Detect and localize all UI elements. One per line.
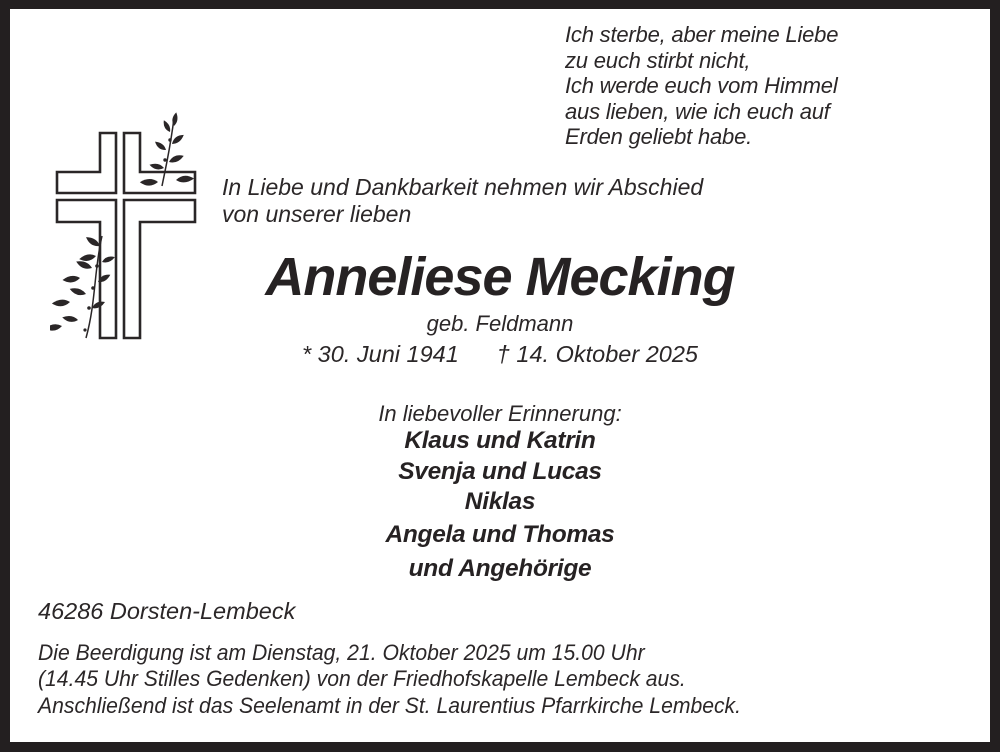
intro-line: In Liebe und Dankbarkeit nehmen wir Abschied [222, 174, 704, 200]
remembrance-heading: In liebevoller Erinnerung: [378, 401, 622, 426]
funeral-line: Die Beerdigung ist am Dienstag, 21. Oktober 2025 um 15.00 Uhr [38, 640, 645, 665]
maiden-name: geb. Feldmann [426, 311, 574, 336]
epigraph-line: zu euch stirbt nicht, [565, 47, 751, 73]
epigraph-line: Erden geliebt habe. [565, 124, 753, 150]
funeral-details [38, 640, 741, 719]
birth-date: * 30. Juni 1941 [302, 341, 459, 367]
epigraph-line: aus lieben, wie ich euch auf [565, 98, 830, 124]
death-date: † 14. Oktober 2025 [496, 341, 698, 367]
deceased-name: Anneliese Mecking [265, 247, 735, 307]
intro-text [222, 174, 703, 227]
life-dates [0, 341, 1000, 368]
epigraph-line: Ich sterbe, aber meine Liebe [565, 22, 839, 47]
mourner-line: und Angehörige [408, 555, 592, 582]
mourner-line: Angela und Thomas [385, 521, 615, 548]
epigraph-line: Ich werde euch vom Himmel [565, 73, 838, 99]
epigraph-verse [565, 22, 838, 150]
funeral-line: (14.45 Uhr Stilles Gedenken) von der Friedhofskapelle Lembeck aus. [38, 666, 686, 692]
intro-line: von unserer lieben [222, 200, 412, 227]
funeral-line: Anschließend ist das Seelenamt in der St. Laurentius Pfarrkirche Lembeck. [38, 692, 742, 718]
mourner-line: Klaus und Katrin [404, 427, 596, 454]
mourner-line: Svenja und Lucas [398, 458, 602, 485]
place-line: 46286 Dorsten-Lembeck [38, 598, 296, 624]
mourner-line: Niklas [464, 488, 536, 515]
